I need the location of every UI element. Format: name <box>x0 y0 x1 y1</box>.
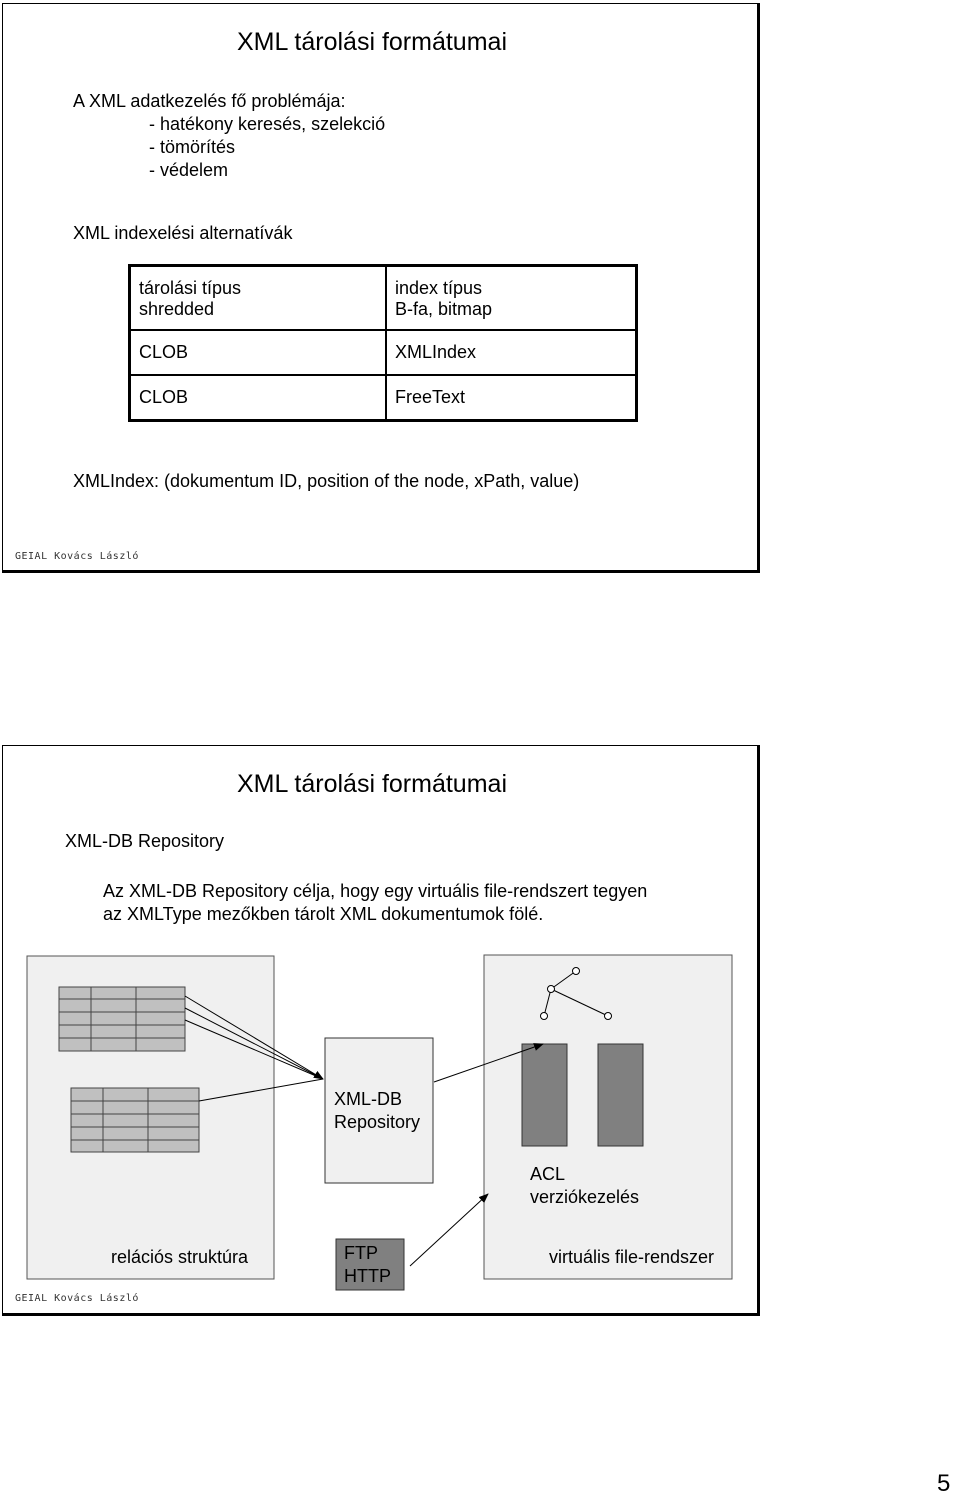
slide-footer: GEIAL Kovács László <box>15 551 139 562</box>
virtual-fs-label: virtuális file-rendszer <box>549 1247 715 1267</box>
problem-heading: A XML adatkezelés fő problémája: <box>73 91 346 111</box>
repository-label-line: XML-DB <box>334 1089 403 1109</box>
relational-label: relációs struktúra <box>111 1247 249 1267</box>
acl-label-line: ACL <box>530 1164 566 1184</box>
ftp-to-acl-arrow <box>410 1194 488 1266</box>
table-row <box>130 375 637 421</box>
table-cell: FreeText <box>386 375 637 421</box>
slide-title: XML tárolási formátumai <box>237 770 507 798</box>
table-cell: CLOB <box>130 375 387 421</box>
description-line: Az XML-DB Repository célja, hogy egy virtuális file-rendszert tegyen <box>103 881 648 901</box>
slide-title: XML tárolási formátumai <box>237 28 507 56</box>
slide-1 <box>2 3 760 573</box>
description-line: az XMLType mezőkben tárolt XML dokumentumok fölé. <box>103 904 544 924</box>
table-header-cell: tárolási típus <box>130 266 387 300</box>
relational-table-icon <box>71 1088 199 1152</box>
problem-item: - tömörítés <box>149 137 236 157</box>
acl-label-line: verziókezelés <box>530 1187 640 1207</box>
repository-label-line: Repository <box>334 1112 421 1132</box>
table-row <box>130 299 637 330</box>
table-cell: XMLIndex <box>386 330 637 375</box>
table-row <box>130 330 637 375</box>
table-cell: shredded <box>130 299 387 330</box>
slide-subtitle: XML-DB Repository <box>65 831 225 851</box>
table-header-cell: index típus <box>395 278 483 298</box>
ftp-label-line: HTTP <box>344 1266 391 1286</box>
slide-footer: GEIAL Kovács László <box>15 1293 139 1304</box>
ftp-label-line: FTP <box>344 1243 378 1263</box>
virtual-folder-block <box>598 1044 643 1146</box>
table-cell: CLOB <box>130 330 387 375</box>
problem-item: - hatékony keresés, szelekció <box>149 114 386 134</box>
table-header-row <box>130 266 637 300</box>
virtual-folder-block <box>522 1044 567 1146</box>
relational-table-icon <box>59 987 185 1051</box>
alternatives-heading: XML indexelési alternatívák <box>73 223 293 243</box>
slide-2 <box>2 745 760 1316</box>
table-cell: B-fa, bitmap <box>395 299 493 319</box>
xmlindex-note: XMLIndex: (dokumentum ID, position of the node, xPath, value) <box>73 471 580 491</box>
problem-item: - védelem <box>149 160 229 180</box>
index-alternatives-table <box>128 264 638 422</box>
page-number: 5 <box>937 1470 951 1497</box>
